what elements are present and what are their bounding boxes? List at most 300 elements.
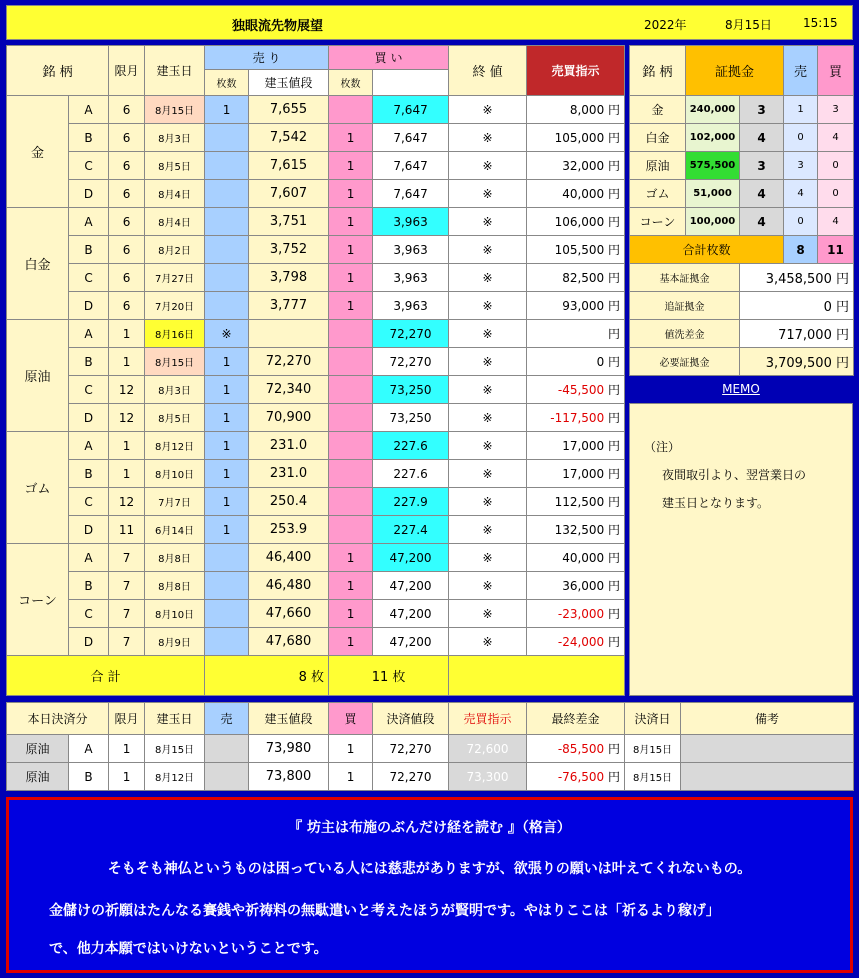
row-sell	[205, 124, 249, 152]
row-close: 7,647	[373, 96, 449, 124]
row-buy	[329, 488, 373, 516]
row-sub: D	[69, 180, 109, 208]
summary-row	[630, 320, 854, 348]
row-sell	[205, 264, 249, 292]
row-buy	[329, 404, 373, 432]
margin-total-label: 合計枚数	[630, 236, 784, 264]
settle-date: 8月15日	[145, 735, 205, 763]
row-diff: 0 円	[527, 348, 625, 376]
margin-amount: 102,000	[686, 124, 740, 152]
memo-header	[629, 378, 853, 400]
position-row	[7, 348, 625, 376]
row-date: 8月15日	[145, 96, 205, 124]
group-name: ゴム	[7, 432, 69, 544]
summary-row	[630, 264, 854, 292]
row-sub: B	[69, 460, 109, 488]
row-price: 7,607	[249, 180, 329, 208]
row-buy: 1	[329, 628, 373, 656]
row-date: 8月10日	[145, 600, 205, 628]
row-month: 1	[109, 432, 145, 460]
row-sub: B	[69, 124, 109, 152]
row-buy: 1	[329, 152, 373, 180]
settlement-table	[6, 702, 854, 791]
row-date: 8月5日	[145, 152, 205, 180]
margin-name: 金	[630, 96, 686, 124]
margin-sell: 1	[784, 96, 818, 124]
summary-label: 値洗差金	[630, 320, 740, 348]
row-diff: -45,500 円	[527, 376, 625, 404]
row-price: 250.4	[249, 488, 329, 516]
col-uri: 売 り	[205, 46, 329, 70]
row-month: 6	[109, 292, 145, 320]
group-name: コーン	[7, 544, 69, 656]
row-sell: 1	[205, 404, 249, 432]
title-time: 15:15	[803, 16, 838, 30]
settle-diff: -85,500 円	[527, 735, 625, 763]
position-row	[7, 376, 625, 404]
row-month: 6	[109, 208, 145, 236]
row-date: 8月5日	[145, 404, 205, 432]
row-close: 47,200	[373, 600, 449, 628]
margin-amount: 240,000	[686, 96, 740, 124]
col-meigara: 銘 柄	[7, 46, 109, 96]
settle-sub: B	[69, 763, 109, 791]
settle-sell	[205, 735, 249, 763]
position-row	[7, 264, 625, 292]
row-date: 7月27日	[145, 264, 205, 292]
position-row	[7, 600, 625, 628]
row-close: 227.6	[373, 460, 449, 488]
row-signal: ※	[449, 96, 527, 124]
proverb-line2: 金儲けの祈願はたんなる賽銭や祈祷料の無駄遣いと考えたほうが賢明です。やはりここは「祈るより稼げ」	[49, 903, 720, 919]
row-sell: ※	[205, 320, 249, 348]
row-date: 8月3日	[145, 124, 205, 152]
settle-month: 1	[109, 735, 145, 763]
col-buy-maisu: 枚数	[329, 70, 373, 96]
margin-row	[630, 208, 854, 236]
col-sell-maisu: 枚数	[205, 70, 249, 96]
margin-amount: 100,000	[686, 208, 740, 236]
row-price: 47,680	[249, 628, 329, 656]
row-sub: A	[69, 544, 109, 572]
row-diff: 40,000 円	[527, 180, 625, 208]
row-sell	[205, 208, 249, 236]
row-close: 7,647	[373, 180, 449, 208]
row-price: 3,777	[249, 292, 329, 320]
memo-line1: 夜間取引より、翌営業日の	[662, 468, 807, 482]
settle-day: 8月15日	[625, 763, 681, 791]
row-sub: C	[69, 264, 109, 292]
position-row	[7, 236, 625, 264]
row-signal: ※	[449, 488, 527, 516]
row-price: 7,542	[249, 124, 329, 152]
row-month: 1	[109, 348, 145, 376]
row-month: 6	[109, 152, 145, 180]
position-row	[7, 152, 625, 180]
margin-table	[629, 45, 854, 376]
margin-row	[630, 96, 854, 124]
row-sell: 1	[205, 348, 249, 376]
row-price: 7,655	[249, 96, 329, 124]
position-row	[7, 180, 625, 208]
col-tate-price: 建玉値段	[249, 70, 329, 96]
row-diff: -24,000 円	[527, 628, 625, 656]
row-buy: 1	[329, 544, 373, 572]
col-tateday: 建玉日	[145, 46, 205, 96]
row-date: 8月8日	[145, 572, 205, 600]
row-close: 72,270	[373, 320, 449, 348]
row-diff: 36,000 円	[527, 572, 625, 600]
row-month: 6	[109, 96, 145, 124]
row-signal: ※	[449, 376, 527, 404]
margin-rate: 4	[740, 124, 784, 152]
row-date: 8月10日	[145, 460, 205, 488]
settle-price: 73,980	[249, 735, 329, 763]
margin-col-shokokin: 証拠金	[686, 46, 784, 96]
summary-value: 717,000 円	[740, 320, 854, 348]
row-buy	[329, 320, 373, 348]
row-month: 6	[109, 180, 145, 208]
margin-name: 原油	[630, 152, 686, 180]
row-price: 7,615	[249, 152, 329, 180]
total-sell: 8 枚	[205, 656, 329, 696]
row-sell	[205, 572, 249, 600]
memo-note-label: （注）	[644, 440, 681, 454]
row-sell	[205, 544, 249, 572]
row-buy: 1	[329, 572, 373, 600]
col-kai: 買 い	[329, 46, 449, 70]
row-sub: D	[69, 292, 109, 320]
row-signal: ※	[449, 572, 527, 600]
position-row	[7, 460, 625, 488]
margin-row	[630, 152, 854, 180]
position-row	[7, 488, 625, 516]
margin-sell: 3	[784, 152, 818, 180]
memo-link[interactable]: MEMO	[722, 382, 760, 396]
row-signal: ※	[449, 292, 527, 320]
margin-col-uri: 売	[784, 46, 818, 96]
row-month: 1	[109, 460, 145, 488]
row-signal: ※	[449, 180, 527, 208]
position-row	[7, 572, 625, 600]
row-close: 227.9	[373, 488, 449, 516]
row-close: 72,270	[373, 348, 449, 376]
margin-col-kai: 買	[818, 46, 854, 96]
margin-name: 白金	[630, 124, 686, 152]
margin-total-buy: 11	[818, 236, 854, 264]
row-price	[249, 320, 329, 348]
settle-note	[681, 763, 854, 791]
margin-rate: 4	[740, 180, 784, 208]
row-month: 7	[109, 544, 145, 572]
row-month: 6	[109, 236, 145, 264]
row-sell: 1	[205, 432, 249, 460]
row-price: 70,900	[249, 404, 329, 432]
margin-sell: 4	[784, 180, 818, 208]
row-diff: -23,000 円	[527, 600, 625, 628]
row-date: 6月14日	[145, 516, 205, 544]
row-price: 47,660	[249, 600, 329, 628]
row-close: 7,647	[373, 124, 449, 152]
position-row	[7, 544, 625, 572]
settle-buy: 1	[329, 735, 373, 763]
position-row	[7, 96, 625, 124]
position-row	[7, 292, 625, 320]
row-sub: A	[69, 208, 109, 236]
row-close: 3,963	[373, 292, 449, 320]
row-date: 8月15日	[145, 348, 205, 376]
margin-rate: 3	[740, 96, 784, 124]
row-sub: C	[69, 152, 109, 180]
row-close: 47,200	[373, 544, 449, 572]
group-name: 金	[7, 96, 69, 208]
margin-sell: 0	[784, 124, 818, 152]
row-signal: ※	[449, 404, 527, 432]
summary-value: 0 円	[740, 292, 854, 320]
row-sub: C	[69, 600, 109, 628]
row-sell	[205, 600, 249, 628]
row-buy	[329, 460, 373, 488]
title-date: 8月15日	[725, 18, 772, 32]
row-sell	[205, 236, 249, 264]
row-buy: 1	[329, 236, 373, 264]
row-buy: 1	[329, 600, 373, 628]
proverb-line1: そもそも神仏というものは困っている人には慈悲がありますが、欲張りの願いは叶えてくれないもの。	[107, 861, 752, 877]
margin-buy: 0	[818, 180, 854, 208]
row-close: 47,200	[373, 628, 449, 656]
row-price: 3,798	[249, 264, 329, 292]
margin-row	[630, 180, 854, 208]
row-signal: ※	[449, 516, 527, 544]
row-close: 3,963	[373, 264, 449, 292]
row-diff: 17,000 円	[527, 460, 625, 488]
row-diff: 32,000 円	[527, 152, 625, 180]
row-date: 8月2日	[145, 236, 205, 264]
settle-row	[7, 735, 854, 763]
row-sub: B	[69, 572, 109, 600]
row-sub: A	[69, 432, 109, 460]
margin-total-sell: 8	[784, 236, 818, 264]
row-sell: 1	[205, 376, 249, 404]
summary-label: 追証拠金	[630, 292, 740, 320]
row-signal: ※	[449, 432, 527, 460]
row-close: 73,250	[373, 404, 449, 432]
row-signal: ※	[449, 348, 527, 376]
settle-value: 72,270	[373, 763, 449, 791]
row-price: 231.0	[249, 432, 329, 460]
row-month: 7	[109, 628, 145, 656]
row-signal: ※	[449, 124, 527, 152]
margin-sell: 0	[784, 208, 818, 236]
row-sub: A	[69, 320, 109, 348]
row-buy	[329, 516, 373, 544]
margin-name: ゴム	[630, 180, 686, 208]
margin-row	[630, 124, 854, 152]
row-close: 47,200	[373, 572, 449, 600]
row-sell	[205, 152, 249, 180]
proverb-line3: で、他力本願ではいけないということです。	[49, 941, 328, 957]
row-close: 73,250	[373, 376, 449, 404]
position-row	[7, 320, 625, 348]
settle-col-gengetsu: 限月	[109, 703, 145, 735]
group-name: 原油	[7, 320, 69, 432]
position-row	[7, 432, 625, 460]
margin-col-meigara: 銘 柄	[630, 46, 686, 96]
row-sub: C	[69, 488, 109, 516]
row-buy: 1	[329, 208, 373, 236]
row-price: 72,270	[249, 348, 329, 376]
row-sell	[205, 292, 249, 320]
total-buy: 11 枚	[329, 656, 449, 696]
margin-name: コーン	[630, 208, 686, 236]
row-diff: 40,000 円	[527, 544, 625, 572]
col-baibai: 売買指示	[527, 46, 625, 96]
row-date: 8月3日	[145, 376, 205, 404]
col-gengetsu: 限月	[109, 46, 145, 96]
row-price: 253.9	[249, 516, 329, 544]
settle-col-kai: 買	[329, 703, 373, 735]
position-row	[7, 628, 625, 656]
margin-amount: 575,500	[686, 152, 740, 180]
memo-box	[629, 403, 853, 696]
row-date: 7月20日	[145, 292, 205, 320]
row-month: 12	[109, 404, 145, 432]
row-sub: D	[69, 516, 109, 544]
row-close: 3,963	[373, 236, 449, 264]
row-signal: ※	[449, 628, 527, 656]
row-price: 46,480	[249, 572, 329, 600]
row-buy: 1	[329, 292, 373, 320]
settle-diff: -76,500 円	[527, 763, 625, 791]
settle-col-final: 最終差金	[527, 703, 625, 735]
row-close: 227.6	[373, 432, 449, 460]
row-price: 3,751	[249, 208, 329, 236]
row-month: 12	[109, 376, 145, 404]
settle-col-note: 備考	[681, 703, 854, 735]
summary-row	[630, 348, 854, 376]
row-signal: ※	[449, 152, 527, 180]
title-bar	[6, 5, 853, 40]
row-sell: 1	[205, 516, 249, 544]
row-month: 7	[109, 600, 145, 628]
row-price: 231.0	[249, 460, 329, 488]
settle-price: 73,800	[249, 763, 329, 791]
row-signal: ※	[449, 544, 527, 572]
row-date: 8月9日	[145, 628, 205, 656]
row-date: 8月16日	[145, 320, 205, 348]
summary-value: 3,458,500 円	[740, 264, 854, 292]
row-signal: ※	[449, 208, 527, 236]
row-price: 3,752	[249, 236, 329, 264]
row-month: 11	[109, 516, 145, 544]
row-diff: 円	[527, 320, 625, 348]
row-date: 8月4日	[145, 180, 205, 208]
row-diff: 105,000 円	[527, 124, 625, 152]
row-sub: D	[69, 404, 109, 432]
row-diff: 106,000 円	[527, 208, 625, 236]
proverb-box	[6, 797, 853, 973]
row-date: 8月8日	[145, 544, 205, 572]
settle-col-tate-price: 建玉値段	[249, 703, 329, 735]
col-owarine: 終 値	[449, 46, 527, 96]
row-month: 7	[109, 572, 145, 600]
row-buy: 1	[329, 180, 373, 208]
row-price: 72,340	[249, 376, 329, 404]
margin-buy: 4	[818, 124, 854, 152]
margin-buy: 4	[818, 208, 854, 236]
settle-signal: 73,300	[449, 763, 527, 791]
row-close: 227.4	[373, 516, 449, 544]
settle-day: 8月15日	[625, 735, 681, 763]
settle-date: 8月12日	[145, 763, 205, 791]
positions-table	[6, 45, 625, 696]
row-sell	[205, 628, 249, 656]
row-close: 3,963	[373, 208, 449, 236]
row-month: 6	[109, 264, 145, 292]
settle-name: 原油	[7, 735, 69, 763]
summary-row	[630, 292, 854, 320]
row-buy: 1	[329, 264, 373, 292]
row-signal: ※	[449, 264, 527, 292]
row-signal: ※	[449, 600, 527, 628]
row-sell: 1	[205, 460, 249, 488]
row-diff: 17,000 円	[527, 432, 625, 460]
row-sell	[205, 180, 249, 208]
title-year: 2022年	[644, 18, 687, 32]
row-diff: 93,000 円	[527, 292, 625, 320]
row-sub: D	[69, 628, 109, 656]
row-signal: ※	[449, 460, 527, 488]
memo-line2: 建玉日となります。	[662, 496, 770, 510]
settle-row	[7, 763, 854, 791]
row-month: 1	[109, 320, 145, 348]
row-sub: B	[69, 236, 109, 264]
settle-col-day: 決済日	[625, 703, 681, 735]
summary-label: 必要証拠金	[630, 348, 740, 376]
row-buy	[329, 348, 373, 376]
margin-amount: 51,000	[686, 180, 740, 208]
settle-note	[681, 735, 854, 763]
proverb-title: 『 坊主は布施のぶんだけ経を読む 』（格言）	[288, 820, 571, 836]
settle-sub: A	[69, 735, 109, 763]
position-row	[7, 124, 625, 152]
settle-col-label: 本日決済分	[7, 703, 109, 735]
row-signal: ※	[449, 236, 527, 264]
row-diff: 105,500 円	[527, 236, 625, 264]
row-date: 8月12日	[145, 432, 205, 460]
row-diff: 8,000 円	[527, 96, 625, 124]
position-row	[7, 404, 625, 432]
row-sub: C	[69, 376, 109, 404]
row-buy	[329, 432, 373, 460]
row-close: 7,647	[373, 152, 449, 180]
settle-signal: 72,600	[449, 735, 527, 763]
group-name: 白金	[7, 208, 69, 320]
row-diff: 82,500 円	[527, 264, 625, 292]
row-diff: 132,500 円	[527, 516, 625, 544]
row-date: 7月7日	[145, 488, 205, 516]
row-sell: 1	[205, 96, 249, 124]
row-sell: 1	[205, 488, 249, 516]
position-row	[7, 516, 625, 544]
row-diff: -117,500 円	[527, 404, 625, 432]
col-buy-blank	[373, 70, 449, 96]
row-signal: ※	[449, 320, 527, 348]
row-buy: 1	[329, 124, 373, 152]
settle-month: 1	[109, 763, 145, 791]
settle-value: 72,270	[373, 735, 449, 763]
row-month: 12	[109, 488, 145, 516]
